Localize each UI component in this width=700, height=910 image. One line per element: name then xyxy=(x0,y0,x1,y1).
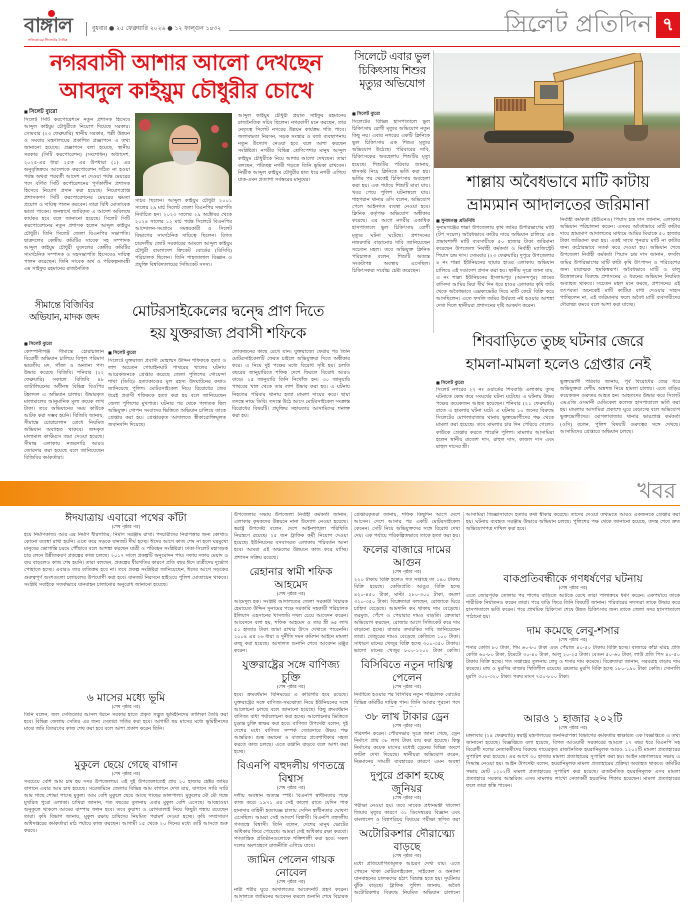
column-divider xyxy=(433,50,434,333)
excavator-window xyxy=(540,85,558,99)
cont-autorickshaw[interactable] xyxy=(354,828,460,897)
lead-col1: সিলেট সিটি করপোরেশনে নতুন প্রশাসক হিসেবে আব্দুল কাইয়ুম চৌধুরীকে নিয়োগ দিয়েছে সরকার। সোমবার (২৩ ফেব্রুয়ারি) স্থানীয় সরকার, পল্লী উন্নয়ন ও সমবায় মন্ত্রণালয়ের প্রকাশিত প্রজ্ঞাপনে এ তথ্য জানানো হয়েছে। প্রজ্ঞাপনে বলা হয়েছে, স্থানীয় সরকার (সিটি করপোরেশন) (সংশোধন) অধ্যাদেশ, ২০২৫-এর ধারা ২৫ক এর উপধারা (১) এর অনুবৃত্তিক্রমে আদেশকে করপোরেশন গঠিত না হওয়া পর্যন্ত অথবা পরবর্তী আদেশ না দেওয়া পর্যন্ত মেয়রের পদে বর্ণিত সিটি কর্পোরেশনের পূর্ণকালীন প্রশাসক হিসেবে নিয়োগ প্রদান করা হয়েছে। নিয়োগপ্রাপ্ত প্রশাসকগণ সিটি করপোরেশনের মেয়রের ক্ষমতা প্রয়োগ ও দায়িত্ব পালন করবেন। তারা বিধি মোতাবেক ভাতা পাবেন। জনস্বার্থে জারিকৃত এ আদেশ অবিলম্বে কার্যকর হবে বলে জানানো হয়েছে। সিলেট সিটি করপোরেশনের নতুন প্রশাসক হলেন আব্দুল কাইয়ুম চৌধুরী। তিনি সিলেট জেলা বিএনপির সভাপতি। ছাত্রদলের কেন্দ্রীয় কমিটির সাবেক সহ সম্পাদক আব্দুল কাইয়ুম চৌধুরী যুবদলের কেন্দ্রীয় কমিটির সাংগঠনিক সম্পাদক ও সহসভাপতি হিসেবেও দায়িত্ব পালন করেছেন। তিনি সাবেক অর্থ ও পরিকল্পনামন্ত্রী এম সাইফুর রহমানের রাজনৈতিক xyxy=(24,117,130,272)
section-band xyxy=(0,481,700,505)
cont-headline: যুক্তরাষ্ট্রের সঙ্গে বাণিজ্য চুক্তি xyxy=(242,659,340,685)
cont-body: পরিদর্শন করেন। পৌরসভার সূত্রে জানা গেছে, ড্রেন নির্মাণে প্রায় ৩৮ লাখ টাকা ব্যয় করা হয়েছে। কিন্তু নির্মাণের কয়েক মাসের মধ্যেই ড্রেনের বিভিন্ন অংশে ফাটল দেখা দিয়েছে। স্থানীয়রা অভিযোগ করেন, নিম্নমানের সামগ্রী ব্যবহারের কারণে এমন অবস্থা xyxy=(354,730,460,766)
cont-body: এতে জোরপূর্বক তোলার পর পাশের বাড়িতে আটকে রেখে তারা পালাক্রমে ধর্ষণ করেন। একপর্যায়ে তাকে শারীরিক নির্যাতনও করেন তারা। পরে বাড়ি ফিরে তিনি বিষয়টি জানান। পরিবারের সদস্যরা তাকে উদ্ধার করে হাসপাতালে ভর্তি করেন। পরে প্রাথমিক চিকিৎসা শেষে উন্নত চিকিৎসার জন্য তাকে জেলা সদর হাসপাতালে পাঠানো হয়। xyxy=(466,592,680,621)
photo-beard xyxy=(173,151,197,165)
masthead-red-rule xyxy=(24,46,680,47)
excavator-grille xyxy=(496,99,526,111)
excavator-track xyxy=(484,131,574,143)
cont-eid-overflow: উপজেলার সভায় উপজেলা নির্বাহী কর্মকর্তা জানান, এলাকার কৃষকদের উন্নয়নে নানা উদ্যোগ নেওয়া হয়েছে। স্বরাষ্ট্র উপদেষ্টা বলেন, দেশে আইনশৃঙ্খলা পরিস্থিতি নিয়ন্ত্রণে রয়েছে। ২৫ জন ট্রাফিক কর্মী নিয়োগ দেওয়া হয়েছে। ইউনিয়নের বসবাসরত এলাকায় পরিবর্তন আনা হবে। আমরা এই অঞ্চলের উন্নয়নে কাজ করে যাচ্ছি। প্রশাসন সক্রিয় রয়েছে। xyxy=(234,512,348,561)
motorcycle-byline: ■ সিলেট ব্যুরো xyxy=(108,349,136,357)
masthead-separator xyxy=(86,22,87,36)
cont-headline: রেহানার স্বামী শফিক আহমেদ xyxy=(249,565,333,591)
bgb-headline[interactable]: সীমান্তে বিজিবির অভিযান, মাদক জব্দ xyxy=(29,300,99,323)
lead-headline-line2: আবদুল কাইয়ুম চৌধুরীর চোখে xyxy=(59,79,313,104)
cont-bnp[interactable] xyxy=(234,760,348,850)
logo-tagline: সত্যিকারের সিলেটের দৈনিক xyxy=(28,38,68,42)
photo-glasses-icon xyxy=(172,138,198,144)
cont-drain[interactable] xyxy=(354,711,460,767)
section-band-rule xyxy=(0,505,680,506)
excavator-boom xyxy=(553,53,643,83)
logo-text: বাঙ্গাল xyxy=(24,13,72,37)
cont-marker: (শেষ পৃষ্ঠার পর) xyxy=(558,585,588,591)
cont-mango[interactable] xyxy=(24,759,228,893)
motorcycle-headline[interactable] xyxy=(108,300,348,344)
motorcycle-col1: সিলেটে যুক্তরাজ্য প্রবাসী মোহাম্মদ উদ্দিন শফিককে হত্যা ও লাশ অচেতন গোয়াইনঘাট পাথরের খালের ঘটনায় আরেকজনকে গ্রেপ্তার করেছে জেলা পুলিশের গোয়েন্দা শাখা (ডিবি)। হত্যাকাণ্ডের মূল রহস্য উদঘাটনের কথাও জানিয়েছে পুলিশ। মোটরসাইকেল নিয়ে বিরোধের জের ধরেই প্রবাসী শফিককে হত্যা করা হয় বলে জানিয়েছেন জেলা পুলিশের মুখপাত্র। ঘটনার পর থেকে পলাতক ছিল অভিযুক্ত। গোপন সংবাদের ভিত্তিতে অভিযান চালিয়ে তাকে গ্রেপ্তার করা হয়। গ্রেপ্তারকৃত আদালতে স্বীকারোক্তিমূলক জবানবন্দি দিয়েছে। xyxy=(108,358,226,428)
bgb-body: কোম্পানীগঞ্জ সীমান্তে চোরাচালান বিরোধী অভিযান চালিয়ে বিপুল পরিমাণ ভারতীয় মদ, গাঁজা ও অন্যান্য পণ্য উদ্ধার করেছে বিজিবি। শনিবার (২২ ফেব্রুয়ারি) সকালে বিজিবি ৪৮ ব্যাটালিয়নের অধীনস্থ বিভিন্ন বিওপির টহলদল এ অভিযান চালায়। উদ্ধারকৃত মালামালের আনুমানিক মূল্য কয়েক লাখ টাকা। তবে অভিযানের সময় কাউকে আটক করা সম্ভব হয়নি। বিজিবি জানায়, সীমান্তে চোরাচালান রোধে নিয়মিত অভিযান অব্যাহত থাকবে। জব্দকৃত মালামাল কাস্টমসে জমা দেওয়া হয়েছে। সীমান্ত এলাকায় নজরদারি আরও জোরদার করা হয়েছে বলে জানিয়েছেন বিজিবির কর্মকর্তারা। xyxy=(24,349,104,462)
photo-shawl xyxy=(143,161,229,196)
cont-marker: (শেষ পৃষ্ঠার পর) xyxy=(276,880,306,886)
cont-nobel[interactable] xyxy=(234,854,348,901)
lead-col3: আব্দুল কাইয়ুম চৌধুরী প্রয়াত সাইফুর রহমানের রাজনৈতিক সচিব ছিলেন। নগরবাসী মনে করছেন, তার নেতৃত্বে সিলেট নগরের উন্নয়ন কার্যক্রম গতি পাবে। জলাবদ্ধতা নিরসন, সড়ক সংস্কার ও বর্জ্য ব্যবস্থাপনায় নতুন উদ্যোগ নেওয়া হবে বলে আশা করছেন সংশ্লিষ্টরা। নগরীর বিভিন্ন শ্রেণিপেশার মানুষ আব্দুল কাইয়ুম চৌধুরীকে নিয়ে আশার আলো দেখছেন। তারা বলছেন, পরিচ্ছন্ন নগরী গড়তে তিনি ভূমিকা রাখবেন। নির্ভীক আব্দুল কাইয়ুম চৌধুরীর হাত ধরে নগরী এগিয়ে যাক-এমন প্রত্যাশা সর্বস্তরের মানুষের। xyxy=(238,113,346,183)
cont-marker: (শেষ পৃষ্ঠার পর) xyxy=(392,796,422,802)
shibbari-headline-line2: হামলা-মামলা হলেও গ্রেপ্তার নেই xyxy=(465,355,651,373)
excavator-bucket xyxy=(624,125,648,141)
soil-col2: নির্বাহী কর্মকর্তা (ইউএনও) পিয়াস চন্দ্র দাস জানান, এলাকায় অভিযান পরিচালনা করেন। এসময় অবৈধভাবে মাটি কাটার দায়ে ভ্রাম্যমাণ আদালতের মাধ্যমে আমির মিয়াকে ৫০ হাজার টাকা জরিমানা করা হয়। একই সাথে পুনরায় মাটি না কাটার জন্য কঠোরভাবে সতর্ক করে দেওয়া হয়। অভিযান শেষে উপজেলা নির্বাহী কর্মকর্তা পিয়াস চন্দ্র দাস জানান, ফসলি জমির উপরিভাগের মাটি কাটা কৃষি উৎপাদন ও পরিবেশের জন্য মারাত্মক হুমকিস্বরূপ। অবৈধভাবে মাটি ও বালু উত্তোলনের বিরুদ্ধে প্রশাসনের এ ধরনের অভিযান নিয়মিত অব্যাহত থাকবে। সচেতন মহল মনে করছে, প্রশাসনের এই তৎপরতা অনেকেই মাটি কাটিয়া বাধা দেওয়ার সাহস পাচ্ছিলেন না, এই জরিমানার ফলে অবৈধ মাটি ব্যবসায়ীদের দৌরাত্ম্য কমবে বলে আশা করা যাচ্ছে। xyxy=(560,217,680,309)
lead-headline[interactable] xyxy=(22,50,350,106)
shibbari-byline: ■ সিলেট ব্যুরো xyxy=(436,379,464,387)
cont-body: মঙ্গলবার (২৪ ফেব্রুয়ারি) স্বরাষ্ট্র মন্ত্রণালয়ের জননিরাপত্তা বিভাগের কর্মকর্তার স্বাক্ষরিত এক বিজ্ঞপ্তিতে এ তথ্য জানানো হয়েছে। বিজ্ঞপ্তিতে বলা হয়েছে, বিগত আওয়ামী সরকারের আমলে ১৭ বছর ধরে বিএনপি সহ বিরোধী দলের নেতাকর্মীদের বিরুদ্ধে দায়েরকৃত রাজনৈতিক হয়রানিমূলক আরও ১২০২টি মামলা প্রত্যাহারের সুপারিশ করা হয়েছে। এর আগে ৩০ হাজার মামলা প্রত্যাহারের সুপারিশ করা হয়। আইন মন্ত্রণালয়ের সভায় এ সিদ্ধান্ত নেওয়া হয়। আইন উপদেষ্টা বলেন, হয়রানিমূলক মামলা প্রত্যাহারের প্রক্রিয়া অব্যাহত থাকবে। কমিটির সভায় মোট ১২০২টি মামলা প্রত্যাহারের সুপারিশ করা হয়েছে। রাজনৈতিক হয়রানিমূলক এসব মামলা প্রত্যাহারে সরকার আন্তরিক। এসব মামলায় লাখো নেতাকর্মী হয়রানির শিকার হয়েছেন। মামলা প্রত্যাহারের ফলে তারা স্বস্তি পাবেন। xyxy=(466,733,680,789)
soil-col1: সুনামগঞ্জের শাল্লা উপজেলায় কৃষি জমির উপরিভাগের মাটি (টপ সয়েল) অবৈধভাবে কাটার দায়ে অভিযান চালিয়ে এক প্রভাবশালী মাটি ব্যবসায়ীকে ৫০ হাজার টাকা জরিমানা করেছেন উপজেলা নির্বাহী কর্মকর্তা ও নির্বাহী ম্যাজিস্ট্রেট পিয়াস চন্দ্র দাস। সোমবার (২৩ ফেব্রুয়ারি) দুপুরে উপজেলার ৪ নং শাল্লা ইউনিয়নের ছায়ার হাওর এলাকায় অভিযান চালিয়ে এই দণ্ডাদেশ প্রদান করা হয়। স্থানীয় সূত্রে জানা যায়, এ নং শাল্লা ইউনিয়নের ইসলামপুর (আনন্দপুর) গ্রামের বাসিন্দা আমির মিয়া দীর্ঘ দিন ধরে হাওর এলাকার কৃষি জমি থেকে অবৈধভাবে এক্সকাভেটর দিয়ে মাটি কেটে বিক্রি করে আসছিলেন। এতে ফসলি জমির উর্বরতা নষ্ট হওয়ার আশঙ্কা দেখা দিলে স্থানীয়রা প্রশাসনের দৃষ্টি আকর্ষণ করেন। xyxy=(436,225,554,310)
bottom-column-a xyxy=(24,512,228,904)
cont-junior[interactable] xyxy=(354,770,460,824)
section-title: সিলেট প্রতিদিন xyxy=(504,10,652,38)
cont-body: হয়ে নির্মাণকাজ। আর এর নির্মাণ ধীরগতির, নির্মাণ সরঞ্জাম রাখা। পদচারীদের নিরাপত্তার জন্য কোথাও কোনো ব্যবস্থা রাখা হয়নি। এতে করে সড়কে যানজট দীর্ঘ হচ্ছে। ঈদের আগে কাজ শেষ না হলে ঘরমুখো মানুষের ভোগান্তি চরমে পৌঁছাবে বলে আশঙ্কা করছেন যাত্রী ও পরিবহন সংশ্লিষ্টরা। ঢাকা-সিলেট মহাসড়ক চার লেনে উন্নীতকরণ প্রকল্পের কাজ চলছে। ২০১৭ সালে প্রকল্পটি অনুমোদন পায়। দফায় দফায় মেয়াদ ও ব্যয় বাড়লেও কাজ শেষ হয়নি। তারা বলছেন, প্রকল্পের ধীরগতির কারণে প্রতি বছর ঈদে যাত্রীদের দুর্ভোগ পোহাতে হচ্ছে। এবারও তার ব্যতিক্রম হবে না। তবে প্রকল্প সংশ্লিষ্টরা জানিয়েছেন, ঈদের আগে সড়কের গুরুত্বপূর্ণ অংশগুলো চলাচলের উপযোগী করা হবে। যানজট নিরসনে হাইওয়ে পুলিশ মোতায়েন থাকবে। সংশ্লিষ্ট সবাইকে সতর্কভাবে যানবাহন চালানোর অনুরোধ জানানো হয়েছে। xyxy=(24,532,228,588)
cont-marker: (শেষ পৃষ্ঠার পর) xyxy=(111,771,141,777)
cont-headline: ফলের বাজারে দামের আগুন xyxy=(363,544,451,570)
photo-flowers xyxy=(139,119,151,131)
cont-fruit[interactable] xyxy=(354,544,460,655)
shibbari-col2: ভুক্তভোগী পরিবার জানায়, পূর্ব বিরোধের জের ধরে অভিযুক্তরা দেশীয় অস্ত্রশস্ত্র নিয়ে হামলা চালায়। এতে বাড়ির কয়েকজন গুরুতর আহত হন। আহতদের উদ্ধার করে সিলেট এমএজি ওসমানী মেডিকেল কলেজ হাসপাতালে ভর্তি করা হয়। মামলার আসামিরা প্রকাশ্যে ঘুরে বেড়াচ্ছে বলে অভিযোগ ভুক্তভোগীদের। মোগলাবাজার থানার ভারপ্রাপ্ত কর্মকর্তা (ওসি) বলেন, পুলিশ বিষয়টি গুরুত্বের সঙ্গে দেখছে। আসামিদের গ্রেপ্তারে অভিযান চলছে। xyxy=(560,379,680,435)
cont-body: মধ্যে প্রতিযোগিতামূলক আচরণ দেখা যায়। এতে পেছনে থাকা মোটরসাইকেল, সাইকেল ও অন্যান্য যানবাহনের চালকদের হঠাৎ বিভ্রান্ত হতে হয়। দুর্ঘটনার ঝুঁকি বাড়ছে। ট্রাফিক পুলিশ জানায়, অবৈধ অটোরিকশার বিরুদ্ধে নিয়মিত অভিযান চালানো xyxy=(354,861,460,896)
cont-marker: (শেষ পৃষ্ঠার পর) xyxy=(111,525,141,530)
cont-rehana[interactable] xyxy=(234,566,348,656)
shibbari-col1: সিলেট নগরের ২৭ নং ওয়ার্ডের শিববাড়ি এলাকায় তুচ্ছ ঘটনাকে কেন্দ্র করে সংঘর্ষের ঘটনা ঘটেছে। এ ঘটনায় উভয় পক্ষের কয়েকজন আহত হয়েছেন। শনিবার (২১ ফেব্রুয়ারি) রাতে এ হামলার ঘটনা ঘটে। এ ঘটনার ১০ জনের বিরুদ্ধে সিলেটের মোগলাবাজার থানায় ভুক্তভোগীদের পক্ষ থেকে মামলা করা হয়েছে। তবে মামলার চার দিন পেরিয়ে গেলেও কাউকে গ্রেপ্তার করতে পারেনি পুলিশ। মামলার আসামিরা হলেন স্থানীয় রাজেশ দাস, রাহুল দাস, কাজল দাস এবং রাহুল দাসের স্ত্রী। xyxy=(436,387,554,450)
cont-marker: (শেষ পৃষ্ঠার পর) xyxy=(392,685,422,691)
lead-byline: ■ সিলেট ব্যুরো xyxy=(24,108,57,116)
masthead xyxy=(24,8,680,46)
cont-headline: দাম কমেছে লেবু-শসার xyxy=(526,625,620,638)
cont-bcb[interactable] xyxy=(354,659,460,706)
cont-body: পরীক্ষা নেওয়া হয়। তবে সাবেক প্রধানমন্ত্রী খালেদা জিয়ার মৃত্যুর কারণে ৩১ ডিসেম্বরের বিজ্ঞান এবং বাংলাদেশ ও বিশ্বপরিচয় বিষয়ের পরীক্ষা স্থগিত করা xyxy=(354,803,460,824)
lead-headline-line1: নগরবাসী আশার আলো দেখছেন xyxy=(50,51,322,76)
cont-marker: (শেষ পৃষ্ঠার পর) xyxy=(392,570,422,576)
soil-headline-line2: ভ্রাম্যমান আদালতের জরিমানা xyxy=(467,195,649,214)
excavator-photo xyxy=(434,53,680,168)
column-divider xyxy=(351,512,352,902)
motorcycle-col2: গ্রেপ্তারকৃতরা জানায়, শফিক কিছুদিন আগে দেশে আসেন। দেশে আসার পর একটি মোটরসাইকেল কেনেন। সেটি নিয়ে অভিযুক্তদের সঙ্গে বিরোধ দেখা দেয়। এক পর্যায়ে পরিকল্পিতভাবে তাকে হত্যা করা হয়। xyxy=(354,512,460,540)
cont-headline: জামিন পেলেন গায়ক নোবেল xyxy=(247,854,335,880)
cont-marker: (শেষ পৃষ্ঠার পর) xyxy=(392,723,422,729)
cont-headline: দুপুরে প্রকাশ হচ্ছে জুনিয়র xyxy=(370,770,444,796)
cont-body: নির্বাচিত হওয়ার পর বিসিবির নতুন পরিচালক বোর্ডের বিভিন্ন কমিটির দায়িত্ব পান। তিনি আবার পুরনো পদে xyxy=(354,692,460,706)
lead-person-photo xyxy=(135,113,232,196)
cont-body: দলীয় অবস্থান অত্যন্ত স্পষ্ট। বিএনপি স্বাধীনতার পক্ষে কাজ করে। ১৯৭১ এর সেই কালো রাতে যেদিন পাক হানাদার বাহিনী হত্যাযজ্ঞ চালায় সেদিন স্বাধীনতার ঘোষণা এসেছিল। আমরা সেই আদর্শে বিশ্বাসী। বিএনপি বহুদলীয় গণতন্ত্রে বিশ্বাসী। তিনি বলেন, দেশের মানুষ ভোটের অধিকার ফিরে পেয়েছে। আমরা সেই অধিকার রক্ষা করবো। গণতান্ত্রিক প্রতিষ্ঠানগুলোকে শক্তিশালী করা হবে। সকল দলের অংশগ্রহণে রাজনীতি এগিয়ে যাবে। xyxy=(234,793,348,850)
cont-headline: ঈদযাত্রায় এবারো পথের কাঁটা xyxy=(65,512,187,524)
column-divider xyxy=(231,512,232,902)
soil-byline: ■ সুনামগঞ্জ প্রতিনিধি xyxy=(436,217,475,225)
cont-headline: ৬ মাসের মধ্যে ভূমি xyxy=(86,692,166,705)
cont-marker: (শেষ পৃষ্ঠার পর) xyxy=(111,705,141,711)
bottom-column-d xyxy=(466,512,680,904)
cont-us-trade[interactable] xyxy=(234,659,348,756)
bottom-column-b xyxy=(234,512,348,904)
doctor-headline[interactable]: সিলেটে এবার ভুল চিকিৎসায় শিশুর মৃত্যুর অভিযোগ xyxy=(354,50,430,90)
doctor-body: সিলেটের বিভিন্ন হাসপাতালে ভুল চিকিৎসায় রোগী মৃত্যুর অভিযোগ নতুন কিছু নয়। এবার নগরের একটি ক্লিনিকে ভুল চিকিৎসায় এক শিশুর মৃত্যুর অভিযোগ উঠেছে। পরিবারের দাবি, চিকিৎসকের অবহেলায় শিশুটির মৃত্যু হয়েছে। শিশুটির পরিবার জানায়, শ্বাসকষ্ট নিয়ে ক্লিনিকে ভর্তি করা হয়। ভর্তির পর থেকেই চিকিৎসায় অবহেলা করা হয়। এক পর্যায়ে শিশুটি মারা যায়। খবর পেয়ে পুলিশ ঘটনাস্থলে যায়। শাহপরান থানার ওসি বলেন, অভিযোগ পেলে আইনগত ব্যবস্থা নেওয়া হবে। ক্লিনিক কর্তৃপক্ষ অভিযোগ অস্বীকার করেছে। এর আগে নগরীর একাধিক হাসপাতালে ভুল চিকিৎসায় রোগী মৃত্যুর ঘটনা ঘটেছে। প্রশাসনের নজরদারি বাড়ানোর দাবি জানিয়েছেন সচেতন মহল। তবে অভিযুক্ত ক্লিনিক পরিচালক বলেন, শিশুটি অত্যন্ত সংকটাপন্ন অবস্থায় এসেছিল। চিকিৎসকরা সর্বোচ্চ চেষ্টা করেছেন। xyxy=(352,119,430,274)
cont-headline: মুকুলে ছেয়ে গেছে বাগান xyxy=(74,758,178,771)
motorcycle-headline-line1: মোটরসাইকেলের দ্বন্দ্বে প্রাণ দিতে xyxy=(132,302,324,320)
cont-land[interactable] xyxy=(24,692,228,755)
cont-body: শসার কেজি ৮০ টাকা, শিম ৬০-৮০ টাকা এবং পেঁয়াজ ৪০-৫০ টাকায় বিক্রি হচ্ছে। বাজারে কাঁচা মরিচ প্রতি কেজি ৬০-৮০ টাকা, টমেটো ৩০-৪০ টাকা, আলু ২০-২৫ টাকা। বেগুন ৫০-৬০ টাকা, লাউ প্রতি পিস ৪০-৫০ টাকায় বিক্রি হচ্ছে। গত সপ্তাহের তুলনায় লেবু ও শসার দাম কমেছে। বিক্রেতারা জানান, সরবরাহ বাড়ায় দাম কমেছে। মাছ ও মুরগির বাজার স্থিতিশীল রয়েছে। ব্রয়লার মুরগি বিক্রি হচ্ছে ১৮০-১৯০ টাকা কেজি। সোনালি মুরগি ৩০০-৩২০ টাকা। গরুর মাংস ৭৫০-৮০০ টাকা। xyxy=(466,645,680,680)
bgb-byline: ■ সিলেট ব্যুরো xyxy=(24,340,52,348)
cont-headline: বাকপ্রতিবন্ধীকে গণধর্ষণের ঘটনায় xyxy=(503,572,643,585)
cont-body: আমেদুল হক। সংশ্লিষ্ট আদালতের জেলা সরকারী বিচারক হেমায়েত উদ্দিন সুনামের পক্ষে সরকারি সহকারী পরিচালক ইলিয়াস এহসানের খাসজমি দখল চেয়ে আবেদন করেন। আবেদনে বলা হয়, শফিক আহমেদ ও তার স্ত্রী ৬৫ লাখ ৫১ হাজার টাকা জামা রাখার উৎস দেখাতে পারেননি। ২০০৪ এর ২৬ ধারা ও দুর্নীতি দমন কমিশন আইনে মামলা রুজু করা হয়েছে। আদালত শুনানি শেষে আবেদন মঞ্জুর করেন। xyxy=(234,598,348,655)
doctor-byline: ■ সিলেট ব্যুরো xyxy=(352,110,380,118)
column-divider xyxy=(463,512,464,902)
bottom-column-c xyxy=(354,512,460,904)
cont-marker: (শেষ পৃষ্ঠার পর) xyxy=(276,591,306,597)
cont-marker: (শেষ পৃষ্ঠার পর) xyxy=(558,638,588,644)
cont-headline: অটোরিকশার দৌরাত্ম্যে বাড়ছে xyxy=(359,828,455,854)
cont-marker: (শেষ পৃষ্ঠার পর) xyxy=(276,685,306,691)
cont-headline: বিএনপি বহুদলীয় গণতন্ত্রে বিশ্বাস xyxy=(237,760,345,786)
cont-body: তিনি বলেন, জল সেতিতোর আসল ধরনে সরকার হাতে প্রকৃত সদ্ভূত ভূমিহীনদের তালিকা তৈরি করা হবে। বিভিন্ন জেলায় সেতির এর জন্য সেতারা গর্তির করা হবে। আগামী ছয় মাসের মধ্যে ভূমিহীনদের মাঝে জমি বিতরণের কাজ শেষ করা হবে বলে আশা প্রকাশ করেন তিনি। xyxy=(24,712,228,733)
cont-body: ২২০ টাকায় বিক্রি হলেও গত সপ্তাহে তা ১৪০ টাকায় বিক্রি হয়েছে। কেজিপ্রতি আঙুর বিক্রি হচ্ছে ৪২০-৪৫০ টাকা, মাল্টা ২৮০-৩০০ টাকা, কমলা ৩২০-৩৫০ টাকা। বিক্রেতারা বলছেন, রোজাকে ঘিরে চাহিদা বেড়েছে। আমদানি কম থাকায় দাম বেড়েছে। তরমুজ, পেঁপে ও পেয়ারার দামও বাড়তি। ক্রেতারা অভিযোগ করছেন, রোজার আগে সিন্ডিকেট করে দাম বাড়ানো হচ্ছে। বাজার তদারকির দাবি জানিয়েছেন তারা। খেজুরের দামও বেড়েছে কেজিতে ১০০ টাকা। সাধারণ মানের খেজুর বিক্রি হচ্ছে ৩০০-৩৫০ টাকায়। ভালো মানের খেজুর ৮০০-১২০০ টাকা কেজি। xyxy=(354,577,460,655)
issue-date: বুধবার ● ২৫ ফেব্রুয়ারি ২০২৬ ● ১২ ফাল্গুন ১৪৩২ xyxy=(92,25,222,32)
cont-eid[interactable] xyxy=(24,512,228,688)
cont-assault[interactable] xyxy=(466,573,680,621)
cont-body: হবে। ক্রমবর্ধমান বিনিময়ের এ কারিগরি হবে রয়েছে। যুক্তরাষ্ট্রের সঙ্গে বাণিজ্য-সমঝোতা নিয়ে ইউনিয়নের সঙ্গে আলোচনা চলছে বলে জানানো হয়েছে। কিছু ক্রমবর্ধমান বাণিজ্য বাধা পর্যালোচনা করা হচ্ছে। আলোচনার ভিত্তিতে চূড়ান্ত চুক্তি স্বাক্ষর করা হবে। বাণিজ্য উপদেষ্টা বলেন, দুই দেশের মধ্যে বাণিজ্য সম্পর্ক জোরদারে উভয় পক্ষ আন্তরিক। শুল্ক কমানো ও বাজারে প্রবেশাধিকার সহজ করতে কাজ চলছে। এতে রপ্তানি বাড়বে বলে আশা করা হচ্ছে। xyxy=(234,692,348,756)
cont-body: সবচেয়ে বেশি আম চাষ হয় সদর উপজেলায়। এই দুই উপজেলাতেই প্রায় ২০ হাজার হেক্টর জমির বাগানে এবার আম চাষ হয়েছে। সরেজমিনে জেলার বিভিন্ন আম বাগানে দেখা যায়, বাগানে সারি সারি আম গাছে শোভা পাচ্ছে মুকুল। আম বেশি মুকুলে ছেয়ে আছে গাছের ডালপালা। মুকুলের মৌ মৌ গন্ধে মুখরিত পুরো এলাকা। চাষিরা জানান, গত বছরের তুলনায় এবার মুকুল বেশি এসেছে। আবহাওয়া অনুকূলে থাকলে আমের বাম্পার ফলন হবে। তবে কুয়াশা ও রোগবালাই নিয়ে কিছুটা শঙ্কায় রয়েছেন তারা। কৃষি বিভাগ জানায়, মুকুল রক্ষায় চাষিদের নিয়মিত পরামর্শ দেওয়া হচ্ছে। কৃষি সম্প্রসারণ অধিদপ্তরের কর্মকর্তারা মাঠ পর্যায়ে কাজ করছেন। আগামী ১৫ থেকে ২০ দিনের মধ্যে গুটি আসতে শুরু করবে। xyxy=(24,778,228,835)
cont-marker: (শেষ পৃষ্ঠার পর) xyxy=(392,854,422,860)
shibbari-headline[interactable] xyxy=(436,330,680,376)
page-number-badge: ৭ xyxy=(656,12,680,38)
shibbari-headline-line1: শিববাড়িতে তুচ্ছ ঘটনার জেরে xyxy=(472,332,644,350)
soil-headline-line1: শাল্লায় অবৈধভাবে মাটি কাটায় xyxy=(466,172,650,191)
excavator-arm xyxy=(634,61,643,131)
cont-1202[interactable] xyxy=(466,713,680,861)
cont-headline: আরও ১ হাজার ২০২টি xyxy=(523,713,623,726)
cont-marker: (শেষ পৃষ্ঠার পর) xyxy=(558,726,588,732)
cont-marker: (শেষ পৃষ্ঠার পর) xyxy=(276,786,306,792)
section-band-label: খবর xyxy=(637,479,676,504)
lead-col2: সচিব ছিলেন। আব্দুল কাইয়ুম চৌধুরী ২০০১ সালের ২৯ মার্চ সিলেট জেলা বিএনপির সভাপতি নির্বাচিত হন। ২০২৩ সালের ২৯ অক্টোবর থেকে ২০২৪ সালের ১২ মার্চ পর্যন্ত সিলেটে বিএনপির আন্দোলন-সংগ্রামে সমন্বয়কারী ও সিলেট বিভাগের সাংগঠনিক দায়িত্বে ছিলেন। বিগত চারদলীয় জোট সরকারের আমলে আব্দুল কাইয়ুম চৌধুরী বাংলাদেশ ক্রিকেট বোর্ডের (বিসিবি) পরিচালক ছিলেন। তিনি শাহজালাল বিজ্ঞান ও প্রযুক্তি বিশ্ববিদ্যালয়ের সিন্ডিকেট সদস্য। xyxy=(135,198,232,268)
motorcycle-headline-line2: হয় যুক্তরাজ্য প্রবাসী শফিকে xyxy=(150,324,306,342)
cont-headline: ৩৮ লাখ টাকার ড্রেন xyxy=(364,710,450,723)
cont-body: নারী শরীর ঘুরে আদালতের আবেদনটি গ্রহণ করেন। আদালতে জামিনের আবেদন করলে শুনানি শেষে বিচারক xyxy=(234,887,348,901)
newspaper-logo[interactable] xyxy=(24,10,82,46)
masthead-rule xyxy=(229,30,540,31)
soil-headline[interactable] xyxy=(436,170,680,216)
cont-headline: বিসিবিতে নতুন দায়িত্ব পেলেন xyxy=(360,659,454,685)
motorcycle-col3: লোকজনের কাছে রেখে যান। যুক্তরাজ্যে ফেরার পর তিনি মোটরসাইকেলটি ফেরত চাইলে অভিযুক্তরা দিতে অস্বীকার করে। এ নিয়ে দুই পক্ষের মধ্যে বিরোধ সৃষ্টি হয়। চলতি বছরের জানুয়ারিতে শফিক দেশে ফিরলে বিরোধ আরও বাড়ে। ২৫ জানুয়ারি তিনি নিখোঁজ হন। ৩০ জানুয়ারি পাথরের খাল থেকে তার লাশ উদ্ধার করা হয়। এ ঘটনায় নিহতের পরিবার থানায় হত্যা মামলা দায়ের করে। ছায়া তদন্তে নামে ডিবি। তদন্তে উঠে আসে মোটরসাইকেল সংক্রান্ত বিরোধের বিষয়টি। প্রযুক্তির সহায়তায় আসামিদের শনাক্ত করা হয়। xyxy=(232,349,350,419)
cont-top-right-overflow: আসামিরা জিজ্ঞাসাবাদে হত্যার কথা স্বীকার করেছে। তাদের দেওয়া তথ্যমতে আরও একজনকে গ্রেপ্তার করা হয়। ঘটনায় ব্যবহৃত সরঞ্জাম উদ্ধারে অভিযান চলছে। পুলিশের পক্ষ থেকে জানানো হয়েছে, তদন্ত শেষে দ্রুত অভিযোগপত্র দাখিল করা হবে। xyxy=(466,512,680,533)
cont-lemon[interactable] xyxy=(466,625,680,709)
